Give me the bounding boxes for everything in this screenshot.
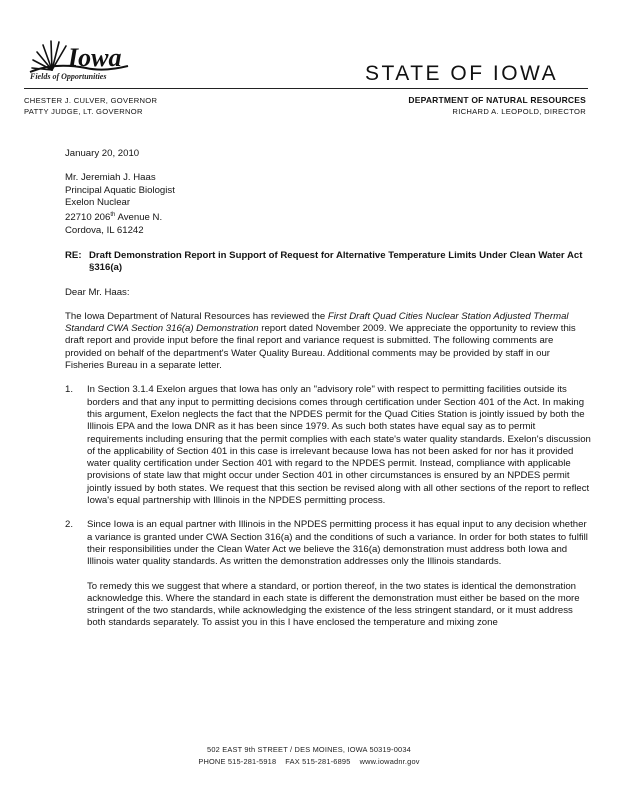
- salutation: Dear Mr. Haas:: [65, 286, 130, 298]
- director-name: RICHARD A. LEOPOLD, DIRECTOR: [452, 107, 586, 116]
- letterhead-footer: [0, 744, 618, 768]
- department-block: [408, 95, 586, 117]
- footer-contact: [0, 756, 618, 768]
- subject-tag: RE:: [65, 249, 82, 261]
- state-title: STATE OF IOWA: [365, 62, 559, 85]
- logo-wordmark: Iowa: [68, 43, 122, 72]
- department-name: DEPARTMENT OF NATURAL RESOURCES: [408, 95, 586, 105]
- governor-name: CHESTER J. CULVER, GOVERNOR: [24, 96, 158, 105]
- subject-text: Draft Demonstration Report in Support of Request for Alternative Temperature Limits Under Clean Water Act §316(a): [89, 249, 583, 274]
- comment-number: 1.: [65, 384, 74, 396]
- comment-text: Since Iowa is an equal partner with Illinois in the NPDES permitting process it has equal input to any decision whether a variance is granted under CWA Section 316(a) and the conditions of such a variance. In order for both states to fulfill their responsibilities under the Clean Water Act we believe the 316(a) demonstration must address both Iowa and Illinois water quality standards. As written the demonstration addresses only the Illinois standards.: [87, 519, 588, 568]
- footer-address: 502 EAST 9th STREET / DES MOINES, IOWA 50319-0034: [207, 745, 411, 754]
- comment-text: In Section 3.1.4 Exelon argues that Iowa has only an "advisory role" with respect to permitting facilities outside its borders and that any input to permitting decisions comes through certification under Section 401 of the Act. In making this argument, Exelon neglects the fact that the NPDES permit for the Quad Cities Station is jointly issued by both the Illinois EPA and the Iowa DNR as it has been since 1979. As such both states have equal say as to permit requirements including ensuring that the permit complies with each state's water quality standards. Exelon's discussion of the applicability of Section 401 in this case is irrelevant because Iowa has not been asked for nor has it provided water quality certification under Section 401 with regard to the NPDES permit. Instead, compliance with applicable provisions of state law that might occur under Section 401 in other circumstances is ensured by an NPDES permit jointly issued by both states. We request that this section be revised along with all other sections of the report to reflect Iowa's equal partnership with Illinois in the NPDES permitting process.: [87, 384, 591, 507]
- report-title: First Draft Quad Cities Nuclear Station Adjusted Thermal Standard CWA Section 316(a) Demonstration: [65, 310, 569, 335]
- recipient-name: Mr. Jeremiah J. Haas: [65, 172, 156, 184]
- recipient-title: Principal Aquatic Biologist: [65, 184, 175, 196]
- subject-line: [65, 250, 591, 275]
- footer-fax: FAX 515-281-6895: [285, 757, 351, 766]
- recipient-street: 22710 206th Avenue N.: [65, 212, 163, 224]
- letter-date: January 20, 2010: [65, 148, 140, 159]
- footer-website: www.iowadnr.gov: [359, 757, 420, 766]
- recipient-city: Cordova, IL 61242: [65, 224, 144, 236]
- recipient-company: Exelon Nuclear: [65, 196, 131, 208]
- letter-body: [65, 148, 591, 642]
- governor-block: [24, 95, 157, 117]
- iowa-logo: [24, 26, 134, 86]
- footer-phone: PHONE 515-281-5918: [198, 757, 277, 766]
- comment-item: [65, 519, 591, 568]
- recipient-address: [65, 172, 591, 237]
- comment-item: [65, 384, 591, 507]
- header-divider: [24, 88, 588, 89]
- logo-tagline: Fields of Opportunities: [30, 72, 107, 81]
- remedy-paragraph: To remedy this we suggest that where a standard, or portion thereof, in the two states is identical the demonstration acknowledge this. Where the standard in each state is different the demonstration must either be based on the more stringent of the two standards, while acknowledging the existence of the less stringent standard, or it must address both standards separately. To assist you in this I have enclosed the temperature and mixing zone: [87, 580, 580, 629]
- intro-paragraph: The Iowa Department of Natural Resources has reviewed the First Draft Quad Cities Nuclear Station Adjusted Thermal Standard CWA Section 316(a) Demonstration report dated November 2009. We appreciate the opportunity to review this draft report and provide input before the final report and variance request is submitted. The following comments are provided on behalf of the department's Water Quality Bureau. Additional comments may be provided by staff in our Fisheries Bureau in a separate letter.: [65, 310, 576, 372]
- lt-governor-name: PATTY JUDGE, LT. GOVERNOR: [24, 107, 143, 116]
- comment-number: 2.: [65, 519, 74, 531]
